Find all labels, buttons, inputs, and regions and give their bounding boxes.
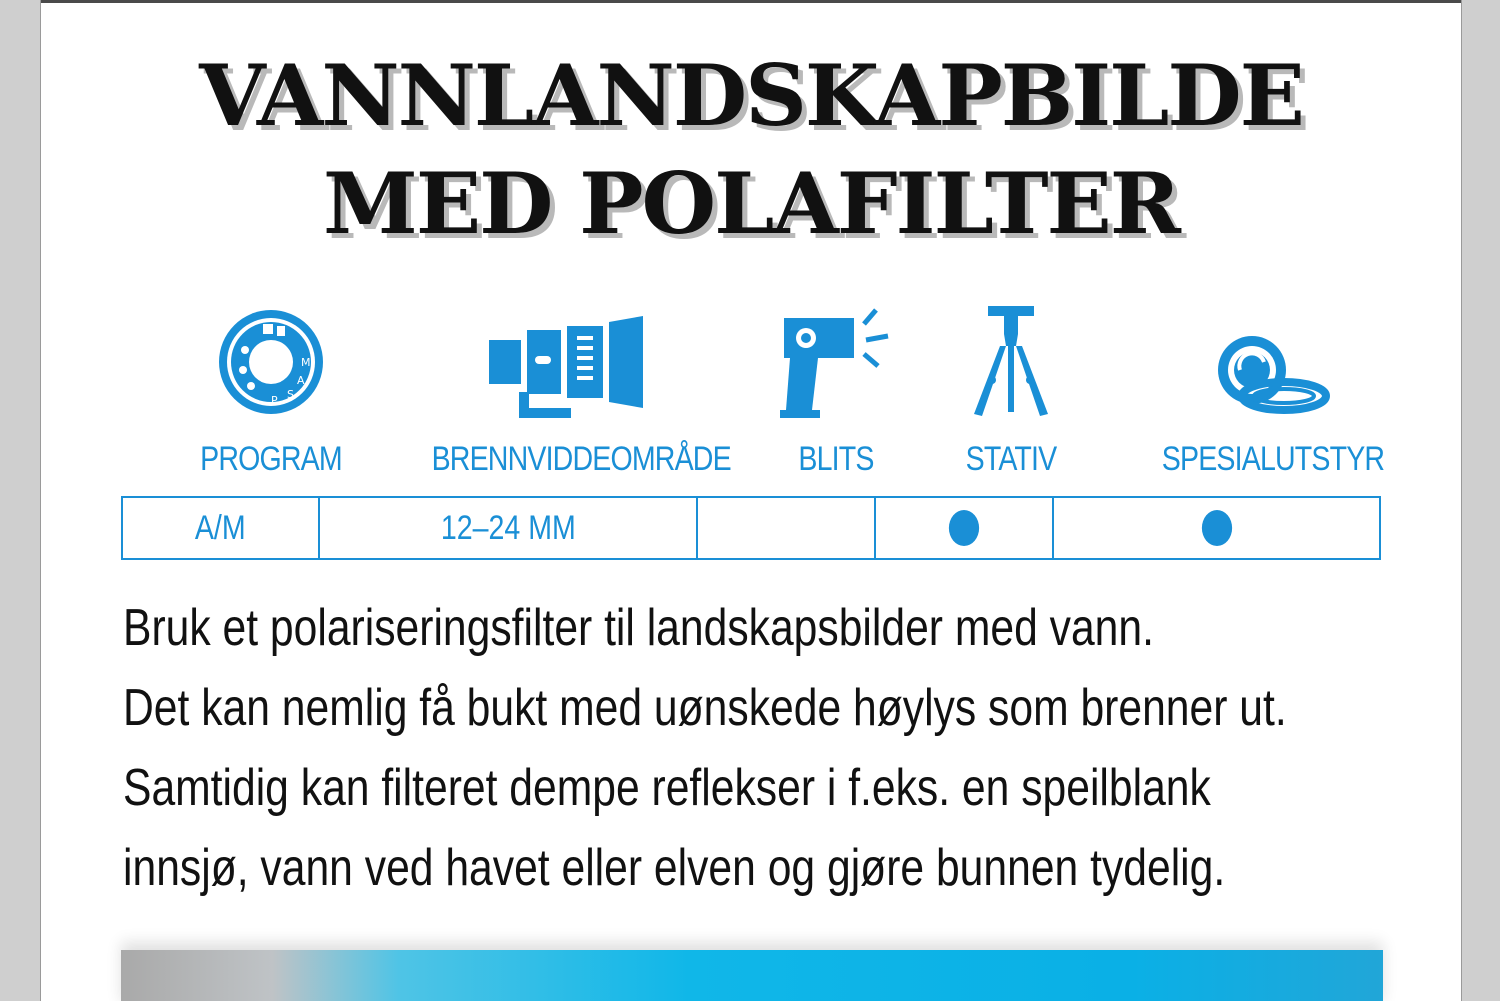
filter-icon [1206, 300, 1336, 420]
focal-range-label: BRENNVIDDEOMRÅDE [431, 440, 731, 478]
equipment-icons [121, 300, 1383, 490]
focal-range-value: 12–24 MM [440, 509, 576, 547]
spec-table [121, 496, 1381, 560]
program-value-cell [123, 498, 320, 558]
mode-dial-icon [211, 300, 331, 420]
special-equipment-value-cell [1054, 498, 1379, 558]
flash-column [741, 300, 931, 490]
svg-text:A: A [297, 374, 305, 387]
top-border [41, 0, 1461, 3]
special-equipment-column [1141, 300, 1401, 490]
article-body [123, 588, 1423, 908]
title-line-2: MED POLAFILTER [323, 154, 1179, 253]
landscape-photo [121, 950, 1383, 1001]
lens-icon [481, 300, 651, 420]
program-column [161, 300, 381, 490]
focal-range-column [406, 300, 731, 490]
flash-value-cell [698, 498, 876, 558]
magazine-page [40, 0, 1462, 1001]
special-equipment-label: SPESIALUTSTYR [1161, 440, 1385, 478]
tripod-value-cell [876, 498, 1054, 558]
body-line-1: Bruk et polariseringsfilter til landskapsbilder med vann. [123, 599, 1154, 657]
flash-label: BLITS [798, 440, 874, 478]
program-label: PROGRAM [200, 440, 342, 478]
tripod-check-dot [949, 510, 979, 546]
tripod-column [921, 300, 1101, 490]
flash-icon [766, 300, 906, 420]
title-line-1: VANNLANDSKAPBILDE [199, 46, 1303, 145]
tripod-icon [966, 300, 1056, 420]
program-value: A/M [195, 509, 246, 547]
tripod-label: STATIV [965, 440, 1057, 478]
svg-text:M: M [301, 356, 311, 369]
body-line-3: Samtidig kan filteret dempe reflekser i f.eks. en speilblank [123, 759, 1211, 817]
special-equipment-check-dot [1201, 510, 1231, 546]
focal-range-value-cell [320, 498, 698, 558]
article-title [40, 42, 1462, 258]
svg-text:S: S [287, 388, 294, 401]
body-line-4: innsjø, vann ved havet eller elven og gjøre bunnen tydelig. [123, 839, 1226, 897]
body-line-2: Det kan nemlig få bukt med uønskede høylys som brenner ut. [123, 679, 1287, 737]
svg-text:P: P [271, 394, 278, 407]
